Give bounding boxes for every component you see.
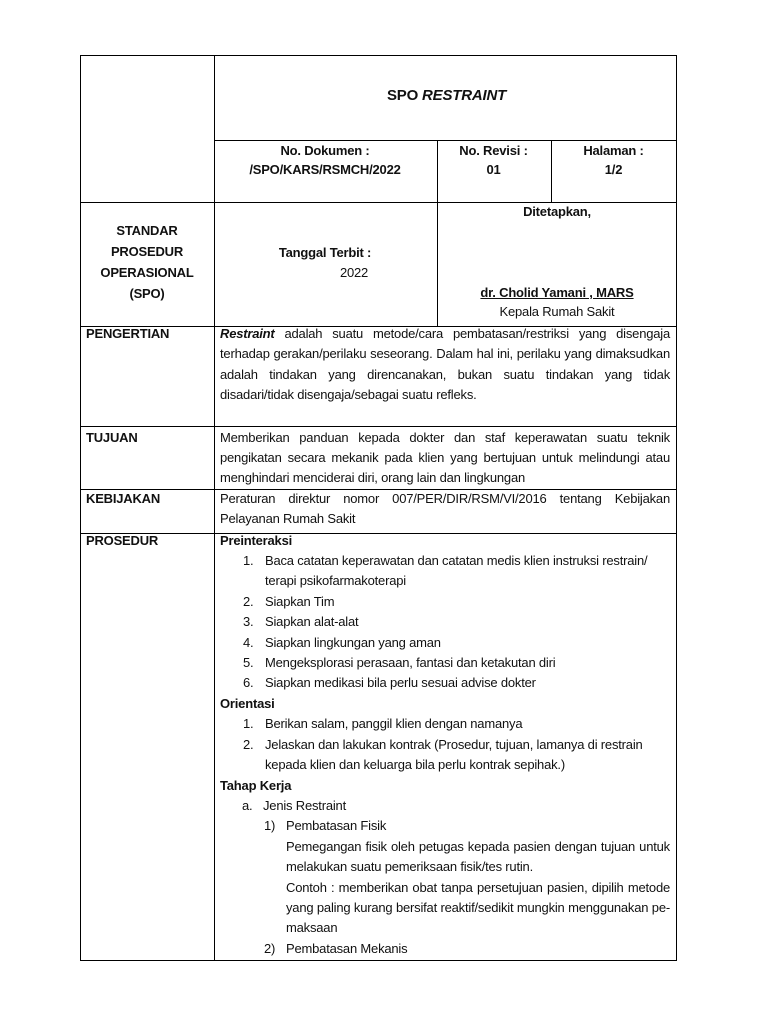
preinteraksi-item-5: Mengeksplorasi perasaan, fantasi dan ketakutan diri: [265, 655, 556, 670]
tanggal-terbit-label: Tanggal Terbit :: [278, 245, 372, 260]
preinteraksi-item-6: Siapkan medikasi bila perlu sesuai advise dokter: [265, 675, 536, 690]
kebijakan-line1: Peraturan direktur nomor 007/PER/DIR/RSM/VI/2016 tentang Kebijakan: [220, 491, 670, 506]
orientasi-heading: Orientasi: [220, 696, 275, 711]
tujuan-label: TUJUAN: [86, 430, 138, 445]
kebijakan-label: KEBIJAKAN: [86, 491, 161, 506]
spo-label-line3: OPERASIONAL: [100, 265, 194, 280]
preinteraksi-num-2: 2.: [243, 594, 254, 609]
jenis-1-line3: Contoh : memberikan obat tanpa persetujuan pasien, dipilih metode: [286, 880, 670, 895]
orientasi-num-1: 1.: [243, 716, 254, 731]
jenis-2-num: 2): [264, 941, 276, 956]
tujuan-line2: pengikatan secara mekanik pada klien yang bertujuan untuk melindungi atau: [220, 450, 670, 465]
pengertian-term: Restraint: [220, 326, 275, 341]
tujuan-line1: Memberikan panduan kepada dokter dan staf keperawatan suatu teknik: [220, 430, 670, 445]
pengertian-line1: Restraint adalah suatu metode/cara pembatasan/restriksi yang disengaja: [220, 326, 670, 341]
preinteraksi-num-5: 5.: [243, 655, 254, 670]
preinteraksi-item-3: Siapkan alat-alat: [265, 614, 359, 629]
halaman-value: 1/2: [604, 162, 623, 177]
tahap-kerja-a-num: a.: [242, 798, 253, 813]
preinteraksi-item-2: Siapkan Tim: [265, 594, 335, 609]
tahap-kerja-a-text: Jenis Restraint: [263, 798, 346, 813]
pengertian-line4: disadari/tidak disengaja/sebagai suatu refleks.: [220, 387, 477, 402]
preinteraksi-item-1: Baca catatan keperawatan dan catatan medis klien instruksi restrain/: [265, 553, 648, 568]
signatory-position: Kepala Rumah Sakit: [499, 304, 615, 319]
preinteraksi-num-3: 3.: [243, 614, 254, 629]
pengertian-line3: adalah tindakan yang direncanakan, bukan suatu tindakan yang tidak: [220, 367, 670, 382]
jenis-1-line4: yang paling kurang bersifat reaktif/sedikit mungkin menggunakan pe-: [286, 900, 670, 915]
orientasi-item-2: Jelaskan dan lakukan kontrak (Prosedur, tujuan, lamanya di restrain: [265, 737, 643, 752]
preinteraksi-heading: Preinteraksi: [220, 533, 293, 548]
spo-label-line1: STANDAR: [116, 223, 178, 238]
kebijakan-line2: Pelayanan Rumah Sakit: [220, 511, 356, 526]
tanggal-terbit-value: 2022: [339, 265, 369, 280]
preinteraksi-item-4: Siapkan lingkungan yang aman: [265, 635, 441, 650]
orientasi-item-2-cont: kepada klien dan keluarga bila perlu kontrak sepihak.): [265, 757, 565, 772]
preinteraksi-num-6: 6.: [243, 675, 254, 690]
ditetapkan-label: Ditetapkan,: [523, 204, 591, 219]
rule-label-column: [214, 56, 215, 961]
tahap-kerja-heading: Tahap Kerja: [220, 778, 292, 793]
jenis-1-line2: melakukan suatu pemeriksaan fisik/tes rutin.: [286, 859, 533, 874]
orientasi-num-2: 2.: [243, 737, 254, 752]
jenis-1-line1: Pemegangan fisik oleh petugas kepada pasien dengan tujuan untuk: [286, 839, 670, 854]
no-revisi-label: No. Revisi :: [459, 143, 528, 158]
halaman-label: Halaman :: [583, 143, 644, 158]
no-revisi-value: 01: [486, 162, 501, 177]
jenis-2-title: Pembatasan Mekanis: [286, 941, 408, 956]
rule-kebijakan-bottom: [81, 533, 677, 534]
spo-label-line2: PROSEDUR: [110, 244, 184, 259]
pengertian-line2: terhadap gerakan/perilaku seseorang. Dalam hal ini, perilaku yang dimaksudkan: [220, 346, 670, 361]
jenis-1-line5: maksaan: [286, 920, 338, 935]
no-dokumen-value: /SPO/KARS/RSMCH/2022: [249, 162, 401, 177]
no-dokumen-label: No. Dokumen :: [280, 143, 370, 158]
signatory-name: dr. Cholid Yamani , MARS: [480, 285, 634, 300]
prosedur-label: PROSEDUR: [86, 533, 159, 548]
spo-label-line4: (SPO): [129, 286, 165, 301]
preinteraksi-item-1-cont: terapi psikofarmakoterapi: [265, 573, 406, 588]
jenis-1-title: Pembatasan Fisik: [286, 818, 387, 833]
jenis-1-num: 1): [264, 818, 276, 833]
pengertian-label: PENGERTIAN: [86, 326, 170, 341]
preinteraksi-num-4: 4.: [243, 635, 254, 650]
rule-pengertian-bottom: [81, 426, 677, 427]
preinteraksi-num-1: 1.: [243, 553, 254, 568]
tujuan-line3: menghindari menciderai diri, orang lain dan lingkungan: [220, 470, 526, 485]
page-title: SPO RESTRAINT: [387, 87, 507, 104]
orientasi-item-1: Berikan salam, panggil klien dengan namanya: [265, 716, 523, 731]
